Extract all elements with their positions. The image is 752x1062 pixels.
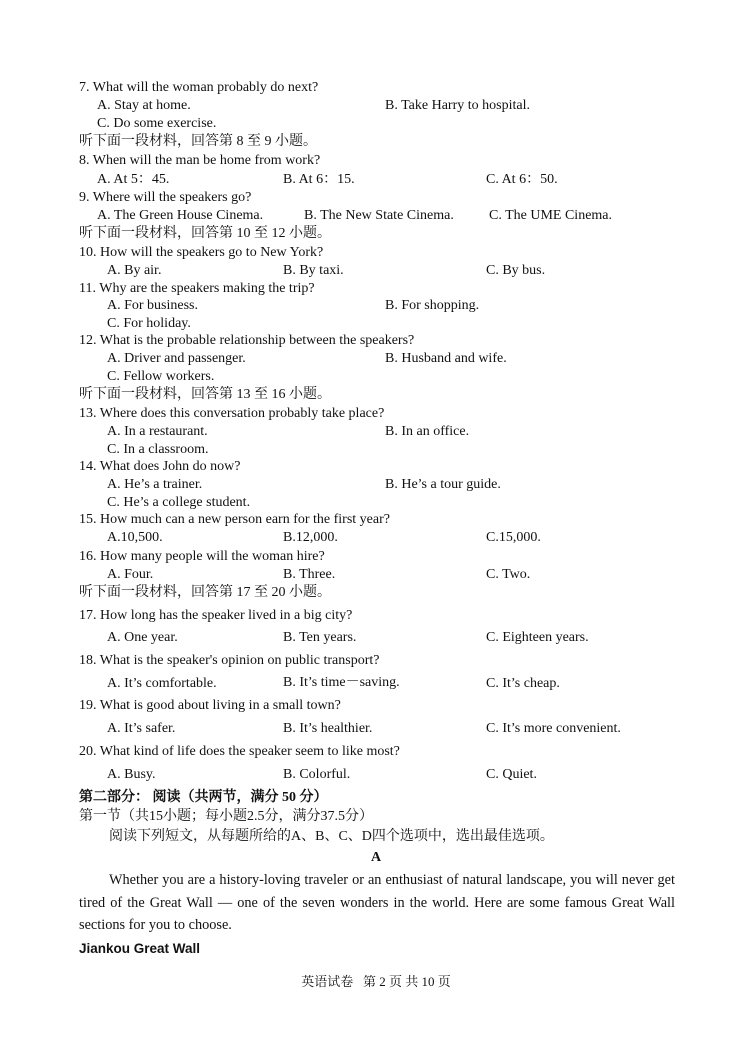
listening-instruction-17-20: 听下面一段材料，回答第 17 至 20 小题。	[79, 585, 331, 600]
passage-subheading: Jiankou Great Wall	[79, 941, 201, 956]
question-15-option-a: A.10,500.	[107, 530, 163, 545]
question-8-option-b: B. At 6：15.	[283, 172, 355, 187]
question-11-option-b: B. For shopping.	[385, 298, 480, 313]
question-17-option-a: A. One year.	[107, 630, 178, 645]
question-11-option-a: A. For business.	[107, 298, 199, 313]
question-8-stem: 8. When will the man be home from work?	[79, 153, 321, 168]
question-19-stem: 19. What is good about living in a small town?	[79, 698, 341, 713]
part-2-heading: 第二部分： 阅读（共两节，满分 50 分）	[79, 790, 328, 805]
question-14-option-c: C. He’s a college student.	[107, 495, 251, 510]
question-15-option-c: C.15,000.	[486, 530, 541, 545]
section-1-heading: 第一节（共15小题；每小题2.5分，满分37.5分）	[79, 809, 373, 824]
question-11-option-c: C. For holiday.	[107, 316, 191, 331]
question-20-stem: 20. What kind of life does the speaker seem to like most?	[79, 744, 400, 759]
passage-label: A	[370, 850, 382, 865]
question-9-option-b: B. The New State Cinema.	[304, 208, 454, 223]
question-14-option-a: A. He’s a trainer.	[107, 477, 203, 492]
question-16-stem: 16. How many people will the woman hire?	[79, 549, 325, 564]
question-12-stem: 12. What is the probable relationship between the speakers?	[79, 333, 415, 348]
question-12-option-b: B. Husband and wife.	[385, 351, 507, 366]
question-19-option-b: B. It’s healthier.	[283, 721, 373, 736]
listening-instruction-8-9: 听下面一段材料，回答第 8 至 9 小题。	[79, 134, 317, 149]
passage-paragraph: Whether you are a history-loving traveler or an enthusiast of natural landscape, you will never get tired of the Great Wall — one of the seven wonders in the world. Here are some famous Great Wall sections for you to choose.	[79, 872, 675, 933]
question-19-option-c: C. It’s more convenient.	[486, 721, 621, 736]
listening-instruction-10-12: 听下面一段材料，回答第 10 至 12 小题。	[79, 226, 331, 241]
question-7-option-a: A. Stay at home.	[97, 98, 191, 113]
question-9-option-c: C. The UME Cinema.	[489, 208, 613, 223]
question-16-option-b: B. Three.	[283, 567, 336, 582]
page-footer: 英语试卷 第 2 页 共 10 页	[301, 974, 451, 989]
listening-instruction-13-16: 听下面一段材料，回答第 13 至 16 小题。	[79, 387, 331, 402]
question-16-option-a: A. Four.	[107, 567, 154, 582]
question-13-option-a: A. In a restaurant.	[107, 424, 208, 439]
question-9-option-a: A. The Green House Cinema.	[97, 208, 264, 223]
question-8-option-c: C. At 6：50.	[486, 172, 558, 187]
question-11-stem: 11. Why are the speakers making the trip?	[79, 281, 315, 296]
question-10-option-a: A. By air.	[107, 263, 162, 278]
question-18-stem: 18. What is the speaker's opinion on public transport?	[79, 653, 380, 668]
question-20-option-a: A. Busy.	[107, 767, 156, 782]
question-7-option-c: C. Do some exercise.	[97, 116, 217, 131]
question-10-stem: 10. How will the speakers go to New York?	[79, 245, 324, 260]
question-10-option-c: C. By bus.	[486, 263, 546, 278]
question-9-stem: 9. Where will the speakers go?	[79, 190, 252, 205]
question-17-option-b: B. Ten years.	[283, 630, 357, 645]
question-17-stem: 17. How long has the speaker lived in a big city?	[79, 608, 353, 623]
question-14-option-b: B. He’s a tour guide.	[385, 477, 501, 492]
question-7-option-b: B. Take Harry to hospital.	[385, 98, 530, 113]
question-15-option-b: B.12,000.	[283, 530, 338, 545]
question-18-option-a: A. It’s comfortable.	[107, 676, 217, 691]
question-13-option-b: B. In an office.	[385, 424, 470, 439]
reading-instruction: 阅读下列短文，从每题所给的A、B、C、D四个选项中，选出最佳选项。	[109, 829, 554, 844]
question-14-stem: 14. What does John do now?	[79, 459, 241, 474]
question-19-option-a: A. It’s safer.	[107, 721, 176, 736]
question-10-option-b: B. By taxi.	[283, 263, 344, 278]
question-15-stem: 15. How much can a new person earn for the first year?	[79, 512, 390, 527]
question-20-option-b: B. Colorful.	[283, 767, 351, 782]
question-20-option-c: C. Quiet.	[486, 767, 537, 782]
question-18-option-c: C. It’s cheap.	[486, 676, 560, 691]
question-8-option-a: A. At 5：45.	[97, 172, 170, 187]
question-18-option-b: B. It’s time－saving.	[283, 675, 400, 690]
question-13-stem: 13. Where does this conversation probably take place?	[79, 406, 385, 421]
question-13-option-c: C. In a classroom.	[107, 442, 209, 457]
question-17-option-c: C. Eighteen years.	[486, 630, 589, 645]
question-7-stem: 7. What will the woman probably do next?	[79, 80, 319, 95]
question-16-option-c: C. Two.	[486, 567, 531, 582]
question-12-option-c: C. Fellow workers.	[107, 369, 215, 384]
question-12-option-a: A. Driver and passenger.	[107, 351, 246, 366]
